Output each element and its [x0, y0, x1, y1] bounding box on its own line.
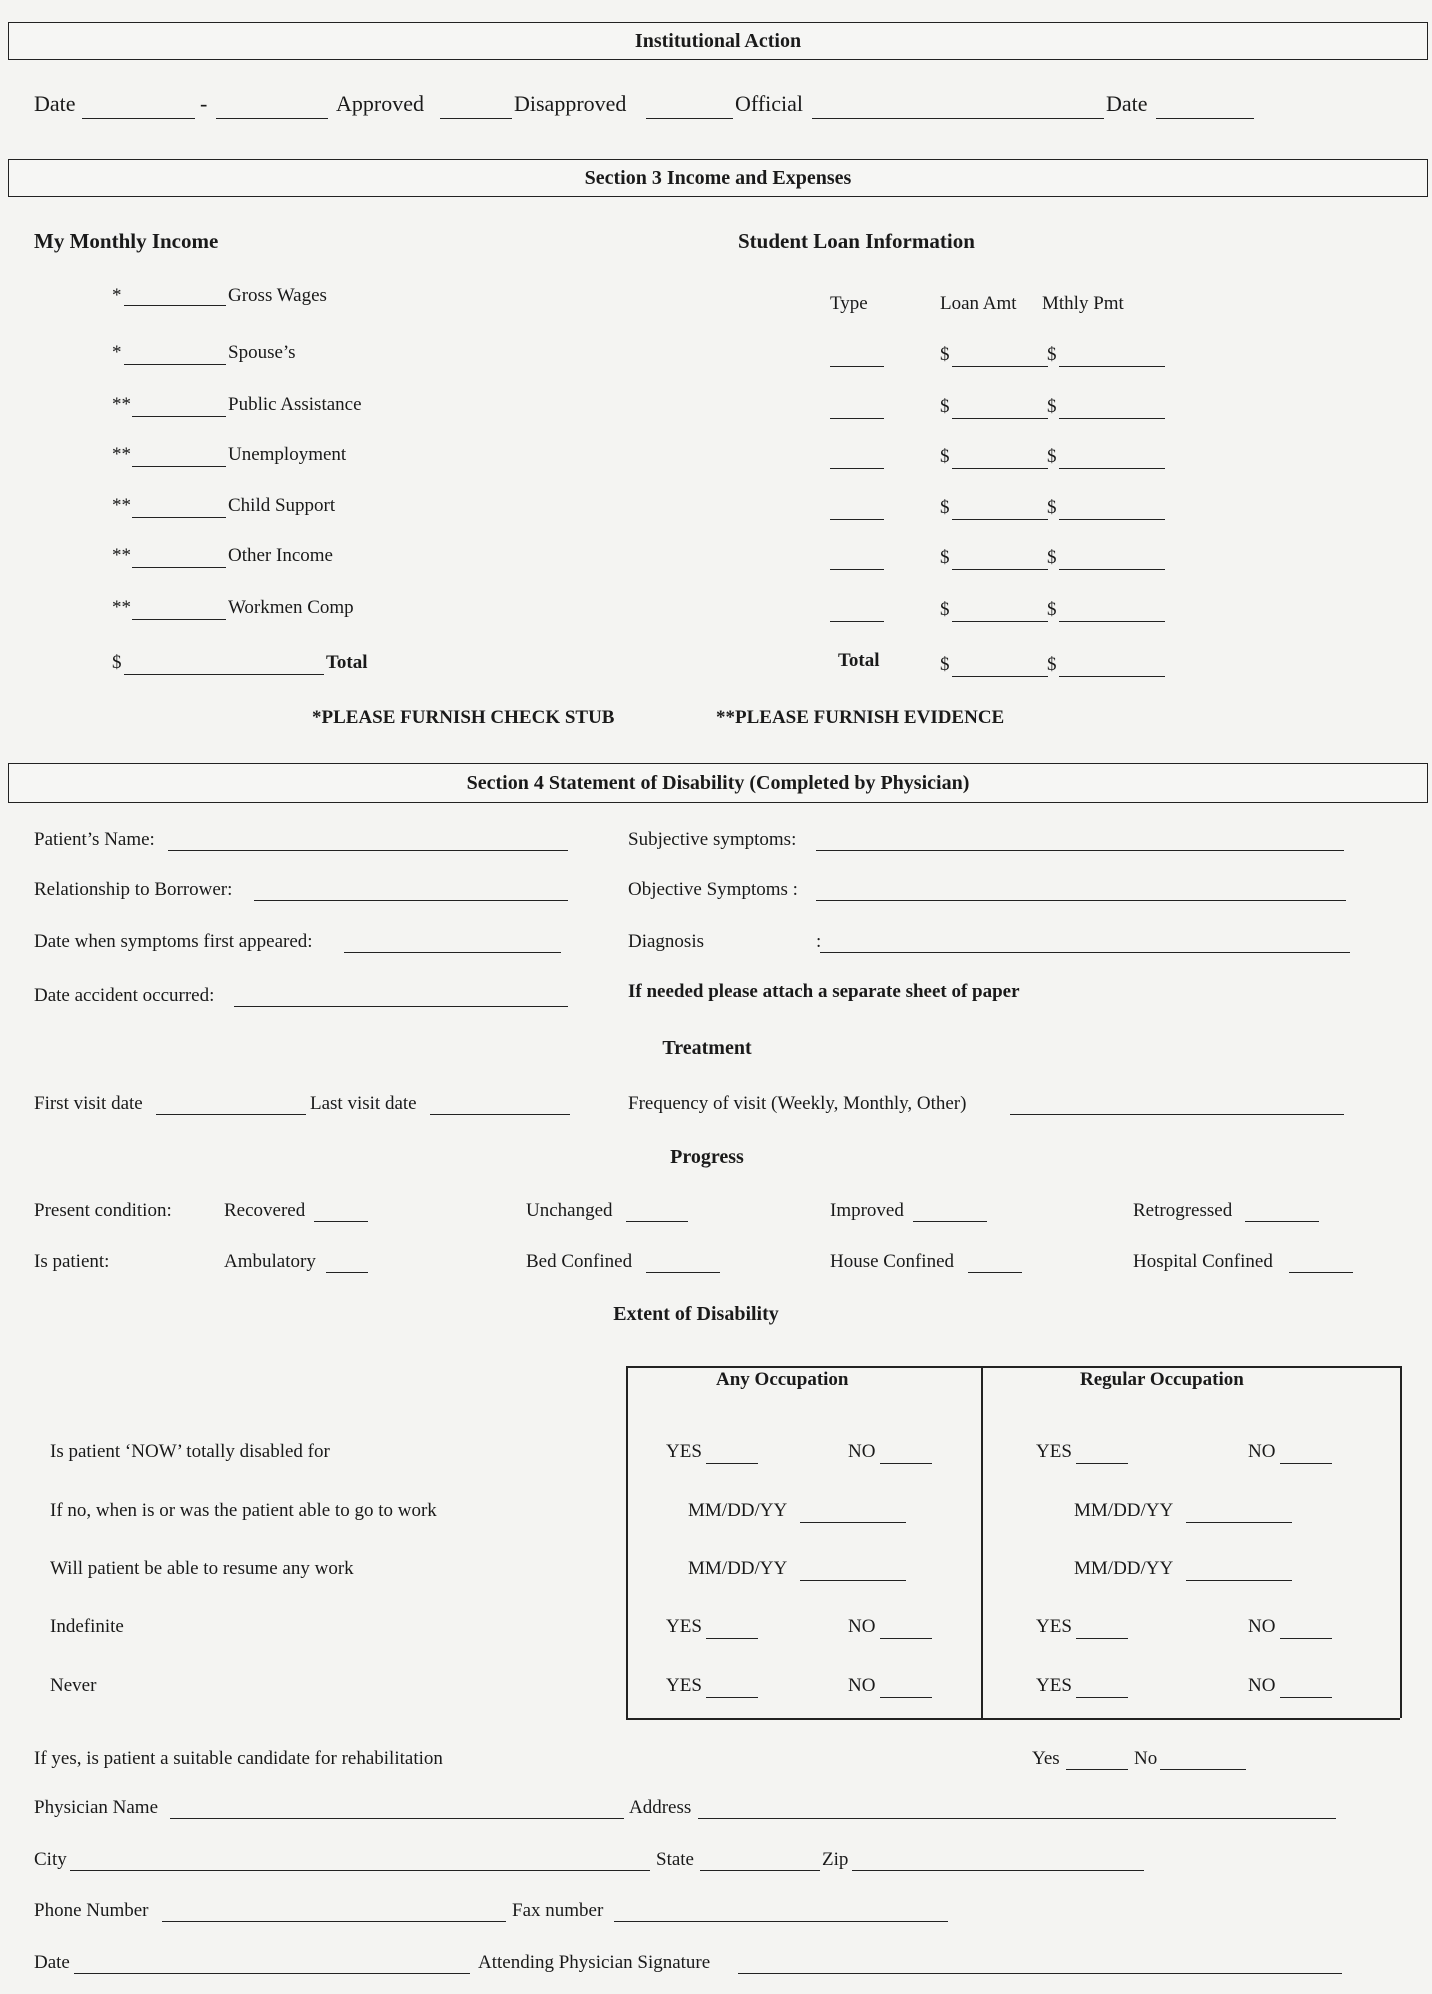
diagnosis-label: Diagnosis: [628, 931, 704, 952]
any-indef-yes-field[interactable]: [706, 1638, 758, 1639]
unemployment-field[interactable]: [132, 466, 226, 467]
monthly-income-title: My Monthly Income: [34, 229, 219, 253]
hospital-confined-field[interactable]: [1289, 1272, 1353, 1273]
pmt-dollar: $: [1047, 396, 1057, 417]
loan-type-field[interactable]: [830, 621, 884, 622]
loan-amt-field[interactable]: [952, 519, 1048, 520]
extent-heading: Extent of Disability: [613, 1303, 779, 1325]
city-label: City: [34, 1849, 67, 1870]
reg-no-label: NO: [1248, 1616, 1276, 1637]
frequency-field[interactable]: [1010, 1114, 1344, 1115]
subjective-field[interactable]: [816, 850, 1344, 851]
rehab-no-label: No: [1134, 1748, 1158, 1769]
fax-field[interactable]: [614, 1921, 948, 1922]
phone-field[interactable]: [162, 1921, 506, 1922]
accident-date-label: Date accident occurred:: [34, 985, 215, 1006]
pmt-dollar: $: [1047, 599, 1057, 620]
city-field[interactable]: [70, 1870, 650, 1871]
loan-amt-total-field[interactable]: [952, 676, 1048, 677]
rehab-yes-field[interactable]: [1066, 1769, 1128, 1770]
loan-amt-header: Loan Amt: [940, 293, 1017, 314]
improved-field[interactable]: [913, 1221, 987, 1222]
bed-confined-label: Bed Confined: [526, 1251, 633, 1272]
unchanged-field[interactable]: [626, 1221, 688, 1222]
loan-amt-dollar: $: [940, 654, 950, 675]
address-field[interactable]: [698, 1818, 1336, 1819]
rehab-no-field[interactable]: [1160, 1769, 1246, 1770]
date-label: Date: [34, 91, 76, 116]
q-resume-work: Will patient be able to resume any work: [50, 1558, 354, 1579]
loan-amt-field[interactable]: [952, 468, 1048, 469]
pmt-dollar: $: [1047, 654, 1057, 675]
reg-resume-date-field[interactable]: [1186, 1580, 1292, 1581]
date-field-2[interactable]: [216, 118, 328, 119]
gross-wages-field[interactable]: [124, 305, 226, 306]
income-marker: **: [112, 394, 131, 415]
institutional-action-title: Institutional Action: [634, 29, 802, 52]
loan-total-label: Total: [838, 650, 880, 671]
loan-amt-dollar: $: [940, 547, 950, 568]
furnish-check-stub-note: *PLEASE FURNISH CHECK STUB: [312, 707, 615, 728]
reg-yes-label: YES: [1036, 1616, 1072, 1637]
section4-header: [8, 763, 1428, 803]
state-label: State: [656, 1849, 694, 1870]
q-never: Never: [50, 1675, 97, 1696]
reg-indef-yes-field[interactable]: [1076, 1638, 1128, 1639]
gross-wages-label: Gross Wages: [228, 285, 327, 306]
q-able-to-work: If no, when is or was the patient able to go to work: [50, 1500, 437, 1521]
q-now-disabled: Is patient ‘NOW’ totally disabled for: [50, 1441, 330, 1462]
patient-name-field[interactable]: [168, 850, 568, 851]
pmt-field[interactable]: [1059, 418, 1165, 419]
house-confined-field[interactable]: [968, 1272, 1022, 1273]
first-visit-field[interactable]: [156, 1114, 306, 1115]
any-indef-no-field[interactable]: [880, 1638, 932, 1639]
income-marker: **: [112, 444, 131, 465]
section3-header: [8, 159, 1428, 197]
reg-never-yes-field[interactable]: [1076, 1697, 1128, 1698]
objective-label: Objective Symptoms :: [628, 879, 798, 900]
reg-yes-label: YES: [1036, 1675, 1072, 1696]
is-patient-label: Is patient:: [34, 1251, 110, 1272]
symptoms-date-field[interactable]: [344, 952, 561, 953]
house-confined-label: House Confined: [830, 1251, 955, 1272]
disability-table: [626, 1366, 1402, 1718]
loan-type-field[interactable]: [830, 519, 884, 520]
any-now-yes-field[interactable]: [706, 1463, 758, 1464]
disability-table-bottom-rule: [626, 1718, 1400, 1720]
regular-occupation-header: Regular Occupation: [1080, 1369, 1244, 1390]
loan-amt-field[interactable]: [952, 569, 1048, 570]
other-income-label: Other Income: [228, 545, 333, 566]
pmt-total-field[interactable]: [1059, 676, 1165, 677]
physician-name-field[interactable]: [170, 1818, 624, 1819]
income-marker: *: [112, 285, 122, 306]
any-never-yes-field[interactable]: [706, 1697, 758, 1698]
student-loan-title: Student Loan Information: [738, 229, 975, 253]
date2-field[interactable]: [1156, 118, 1254, 119]
phone-label: Phone Number: [34, 1900, 149, 1921]
address-label: Address: [629, 1797, 692, 1818]
institutional-action-header: [8, 22, 1428, 60]
pmt-field[interactable]: [1059, 621, 1165, 622]
loan-type-field[interactable]: [830, 418, 884, 419]
loan-type-field[interactable]: [830, 468, 884, 469]
mthly-pmt-header: Mthly Pmt: [1042, 293, 1124, 314]
loan-amt-dollar: $: [940, 497, 950, 518]
disapproved-field[interactable]: [646, 118, 733, 119]
official-field[interactable]: [812, 118, 1104, 119]
income-marker: **: [112, 495, 131, 516]
disapproved-label: Disapproved: [514, 91, 627, 116]
loan-type-header: Type: [830, 293, 868, 314]
treatment-heading: Treatment: [662, 1037, 752, 1059]
last-visit-field[interactable]: [430, 1114, 570, 1115]
any-date-label: MM/DD/YY: [688, 1500, 788, 1521]
reg-now-yes-field[interactable]: [1076, 1463, 1128, 1464]
signature-label: Attending Physician Signature: [478, 1952, 711, 1973]
improved-label: Improved: [830, 1200, 904, 1221]
any-yes-label: YES: [666, 1675, 702, 1696]
approved-label: Approved: [336, 91, 424, 116]
child-support-field[interactable]: [132, 517, 226, 518]
ambulatory-field[interactable]: [326, 1272, 368, 1273]
physician-name-label: Physician Name: [34, 1797, 159, 1818]
any-no-label: NO: [848, 1441, 876, 1462]
bed-confined-field[interactable]: [646, 1272, 720, 1273]
pmt-dollar: $: [1047, 547, 1057, 568]
loan-amt-field[interactable]: [952, 418, 1048, 419]
relationship-label: Relationship to Borrower:: [34, 879, 233, 900]
income-marker: **: [112, 545, 131, 566]
workmen-comp-field[interactable]: [132, 619, 226, 620]
pmt-field[interactable]: [1059, 569, 1165, 570]
any-able-date-field[interactable]: [800, 1522, 906, 1523]
present-condition-label: Present condition:: [34, 1200, 172, 1221]
symptoms-date-label: Date when symptoms first appeared:: [34, 931, 313, 952]
diagnosis-colon: :: [816, 931, 822, 952]
reg-never-no-field[interactable]: [1280, 1697, 1332, 1698]
loan-amt-dollar: $: [940, 599, 950, 620]
any-no-label: NO: [848, 1675, 876, 1696]
rehab-yes-label: Yes: [1032, 1748, 1060, 1769]
pmt-field[interactable]: [1059, 519, 1165, 520]
any-never-no-field[interactable]: [880, 1697, 932, 1698]
spouse-label: Spouse’s: [228, 342, 296, 363]
signature-date-label: Date: [34, 1952, 70, 1973]
ambulatory-label: Ambulatory: [224, 1251, 316, 1272]
relationship-field[interactable]: [254, 900, 568, 901]
attach-note: If needed please attach a separate sheet of paper: [628, 981, 1020, 1002]
reg-able-date-field[interactable]: [1186, 1522, 1292, 1523]
accident-date-field[interactable]: [234, 1006, 568, 1007]
reg-date-label: MM/DD/YY: [1074, 1558, 1174, 1579]
loan-type-field[interactable]: [830, 366, 884, 367]
any-yes-label: YES: [666, 1441, 702, 1462]
last-visit-label: Last visit date: [310, 1093, 417, 1114]
any-no-label: NO: [848, 1616, 876, 1637]
zip-label: Zip: [822, 1849, 849, 1870]
fax-label: Fax number: [512, 1900, 604, 1921]
q-indefinite: Indefinite: [50, 1616, 124, 1637]
any-resume-date-field[interactable]: [800, 1580, 906, 1581]
loan-amt-dollar: $: [940, 446, 950, 467]
subjective-label: Subjective symptoms:: [628, 829, 797, 850]
section4-title: Section 4 Statement of Disability (Completed by Physician): [466, 771, 970, 794]
any-date-label: MM/DD/YY: [688, 1558, 788, 1579]
income-total-field[interactable]: [124, 674, 324, 675]
workmen-comp-label: Workmen Comp: [228, 597, 354, 618]
any-now-no-field[interactable]: [880, 1463, 932, 1464]
pmt-field[interactable]: [1059, 366, 1165, 367]
loan-amt-dollar: $: [940, 396, 950, 417]
any-occupation-header: Any Occupation: [716, 1369, 849, 1390]
zip-field[interactable]: [852, 1870, 1144, 1871]
section3-title: Section 3 Income and Expenses: [584, 166, 852, 189]
loan-amt-field[interactable]: [952, 366, 1048, 367]
income-total-label: Total: [326, 652, 368, 673]
income-marker: *: [112, 342, 122, 363]
signature-date-field[interactable]: [74, 1973, 470, 1974]
loan-amt-dollar: $: [940, 344, 950, 365]
signature-field[interactable]: [738, 1973, 1342, 1974]
loan-type-field[interactable]: [830, 569, 884, 570]
loan-amt-field[interactable]: [952, 621, 1048, 622]
total-dollar: $: [112, 652, 122, 673]
pmt-dollar: $: [1047, 497, 1057, 518]
reg-yes-label: YES: [1036, 1441, 1072, 1462]
retrogressed-field[interactable]: [1245, 1221, 1319, 1222]
diagnosis-field[interactable]: [820, 952, 1350, 953]
reg-date-label: MM/DD/YY: [1074, 1500, 1174, 1521]
pmt-dollar: $: [1047, 446, 1057, 467]
recovered-label: Recovered: [224, 1200, 306, 1221]
state-field[interactable]: [700, 1870, 820, 1871]
recovered-field[interactable]: [314, 1221, 368, 1222]
income-marker: **: [112, 597, 131, 618]
reg-now-no-field[interactable]: [1280, 1463, 1332, 1464]
hospital-confined-label: Hospital Confined: [1133, 1251, 1273, 1272]
public-assistance-label: Public Assistance: [228, 394, 362, 415]
pmt-dollar: $: [1047, 344, 1057, 365]
official-label: Official: [735, 91, 804, 116]
frequency-label: Frequency of visit (Weekly, Monthly, Other): [628, 1093, 967, 1114]
retrogressed-label: Retrogressed: [1133, 1200, 1233, 1221]
other-income-field[interactable]: [132, 567, 226, 568]
rehab-question: If yes, is patient a suitable candidate for rehabilitation: [34, 1748, 443, 1769]
public-assistance-field[interactable]: [132, 416, 226, 417]
date2-label: Date: [1106, 91, 1148, 116]
patient-name-label: Patient’s Name:: [34, 829, 155, 850]
date-field-1[interactable]: [82, 118, 195, 119]
reg-indef-no-field[interactable]: [1280, 1638, 1332, 1639]
spouse-field[interactable]: [124, 364, 226, 365]
date-dash: -: [200, 91, 208, 116]
disability-table-divider: [981, 1366, 983, 1718]
approved-field[interactable]: [440, 118, 512, 119]
any-yes-label: YES: [666, 1616, 702, 1637]
first-visit-label: First visit date: [34, 1093, 143, 1114]
unemployment-label: Unemployment: [228, 444, 347, 465]
reg-no-label: NO: [1248, 1675, 1276, 1696]
progress-heading: Progress: [670, 1146, 744, 1168]
pmt-field[interactable]: [1059, 468, 1165, 469]
unchanged-label: Unchanged: [526, 1200, 613, 1221]
furnish-evidence-note: **PLEASE FURNISH EVIDENCE: [716, 707, 1005, 728]
child-support-label: Child Support: [228, 495, 336, 516]
reg-no-label: NO: [1248, 1441, 1276, 1462]
objective-field[interactable]: [816, 900, 1346, 901]
